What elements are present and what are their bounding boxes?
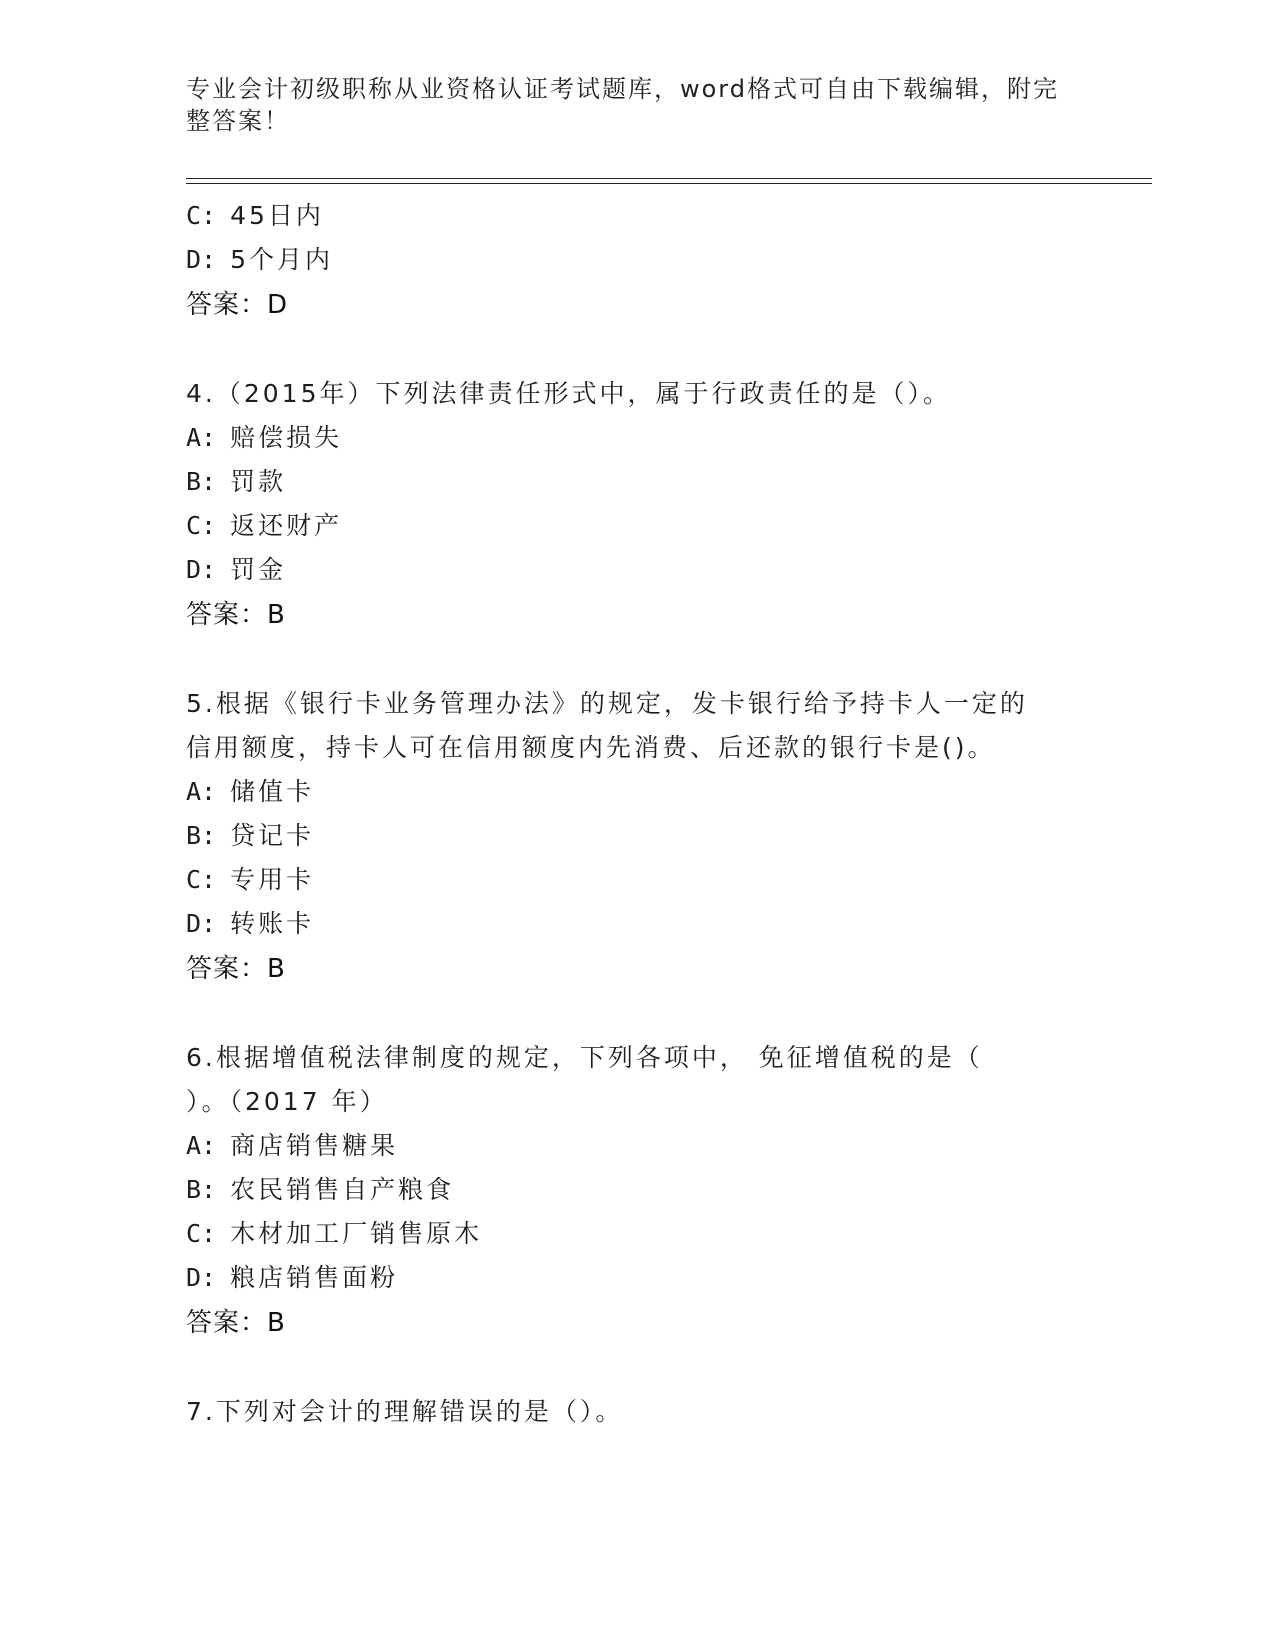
q5-stem-line1: 5.根据《银行卡业务管理办法》的规定，发卡银行给予持卡人一定的 — [186, 689, 1028, 718]
q6-option-c — [186, 1214, 482, 1250]
option-text: 储值卡 — [230, 777, 315, 806]
option-text: 木材加工厂销售原木 — [230, 1219, 483, 1248]
option-label: C: — [186, 511, 217, 540]
q5-option-c — [186, 860, 314, 896]
q4-answer: 答案：B — [186, 600, 286, 630]
option-label: D: — [186, 555, 217, 584]
q6-stem-line1: 6.根据增值税法律制度的规定，下列各项中， 免征增值税的是（ — [186, 1043, 983, 1072]
q6-stem-line2: ）。（2017 年） — [186, 1087, 388, 1116]
q3-option-d — [186, 240, 333, 276]
q6-option-b — [186, 1170, 454, 1206]
q3-option-c — [186, 196, 324, 232]
q6-option-d — [186, 1258, 398, 1294]
q6-answer: 答案：B — [186, 1308, 286, 1338]
option-text: 罚款 — [230, 467, 287, 496]
option-text: 罚金 — [230, 555, 287, 584]
option-label: C: — [186, 1219, 217, 1248]
option-label: A: — [186, 1131, 217, 1160]
q5-option-d — [186, 904, 314, 940]
option-label: C: — [186, 201, 217, 230]
q5-option-a — [186, 772, 314, 808]
option-label: D: — [186, 909, 217, 938]
page-header: 专业会计初级职称从业资格认证考试题库，word格式可自由下载编辑，附完整答案！ — [186, 75, 1059, 135]
q4-option-a — [186, 418, 342, 454]
option-label: A: — [186, 423, 217, 452]
option-label: A: — [186, 777, 217, 806]
option-label: C: — [186, 865, 217, 894]
option-text: 专用卡 — [230, 865, 315, 894]
header-rule-bottom — [186, 183, 1152, 184]
option-text: 45日内 — [230, 201, 324, 230]
q3-answer: 答案：D — [186, 290, 289, 320]
q5-stem-line2: 信用额度，持卡人可在信用额度内先消费、后还款的银行卡是()。 — [186, 733, 996, 762]
q7-stem: 7.下列对会计的理解错误的是（）。 — [186, 1397, 624, 1426]
option-text: 农民销售自产粮食 — [230, 1175, 455, 1204]
q4-option-b — [186, 462, 286, 498]
option-label: D: — [186, 1263, 217, 1292]
option-text: 返还财产 — [230, 511, 343, 540]
option-label: B: — [186, 1175, 217, 1204]
option-label: B: — [186, 821, 217, 850]
option-label: D: — [186, 245, 217, 274]
header-rule-top — [186, 178, 1152, 179]
q5-option-b — [186, 816, 314, 852]
q4-option-c — [186, 506, 342, 542]
q4-stem: 4.（2015年）下列法律责任形式中，属于行政责任的是（）。 — [186, 379, 951, 408]
q6-option-a — [186, 1126, 398, 1162]
option-text: 赔偿损失 — [230, 423, 343, 452]
option-text: 转账卡 — [230, 909, 315, 938]
q5-answer: 答案：B — [186, 954, 286, 984]
q4-option-d — [186, 550, 286, 586]
option-text: 粮店销售面粉 — [230, 1263, 399, 1292]
option-label: B: — [186, 467, 217, 496]
option-text: 商店销售糖果 — [230, 1131, 399, 1160]
option-text: 5个月内 — [230, 245, 334, 274]
option-text: 贷记卡 — [230, 821, 315, 850]
